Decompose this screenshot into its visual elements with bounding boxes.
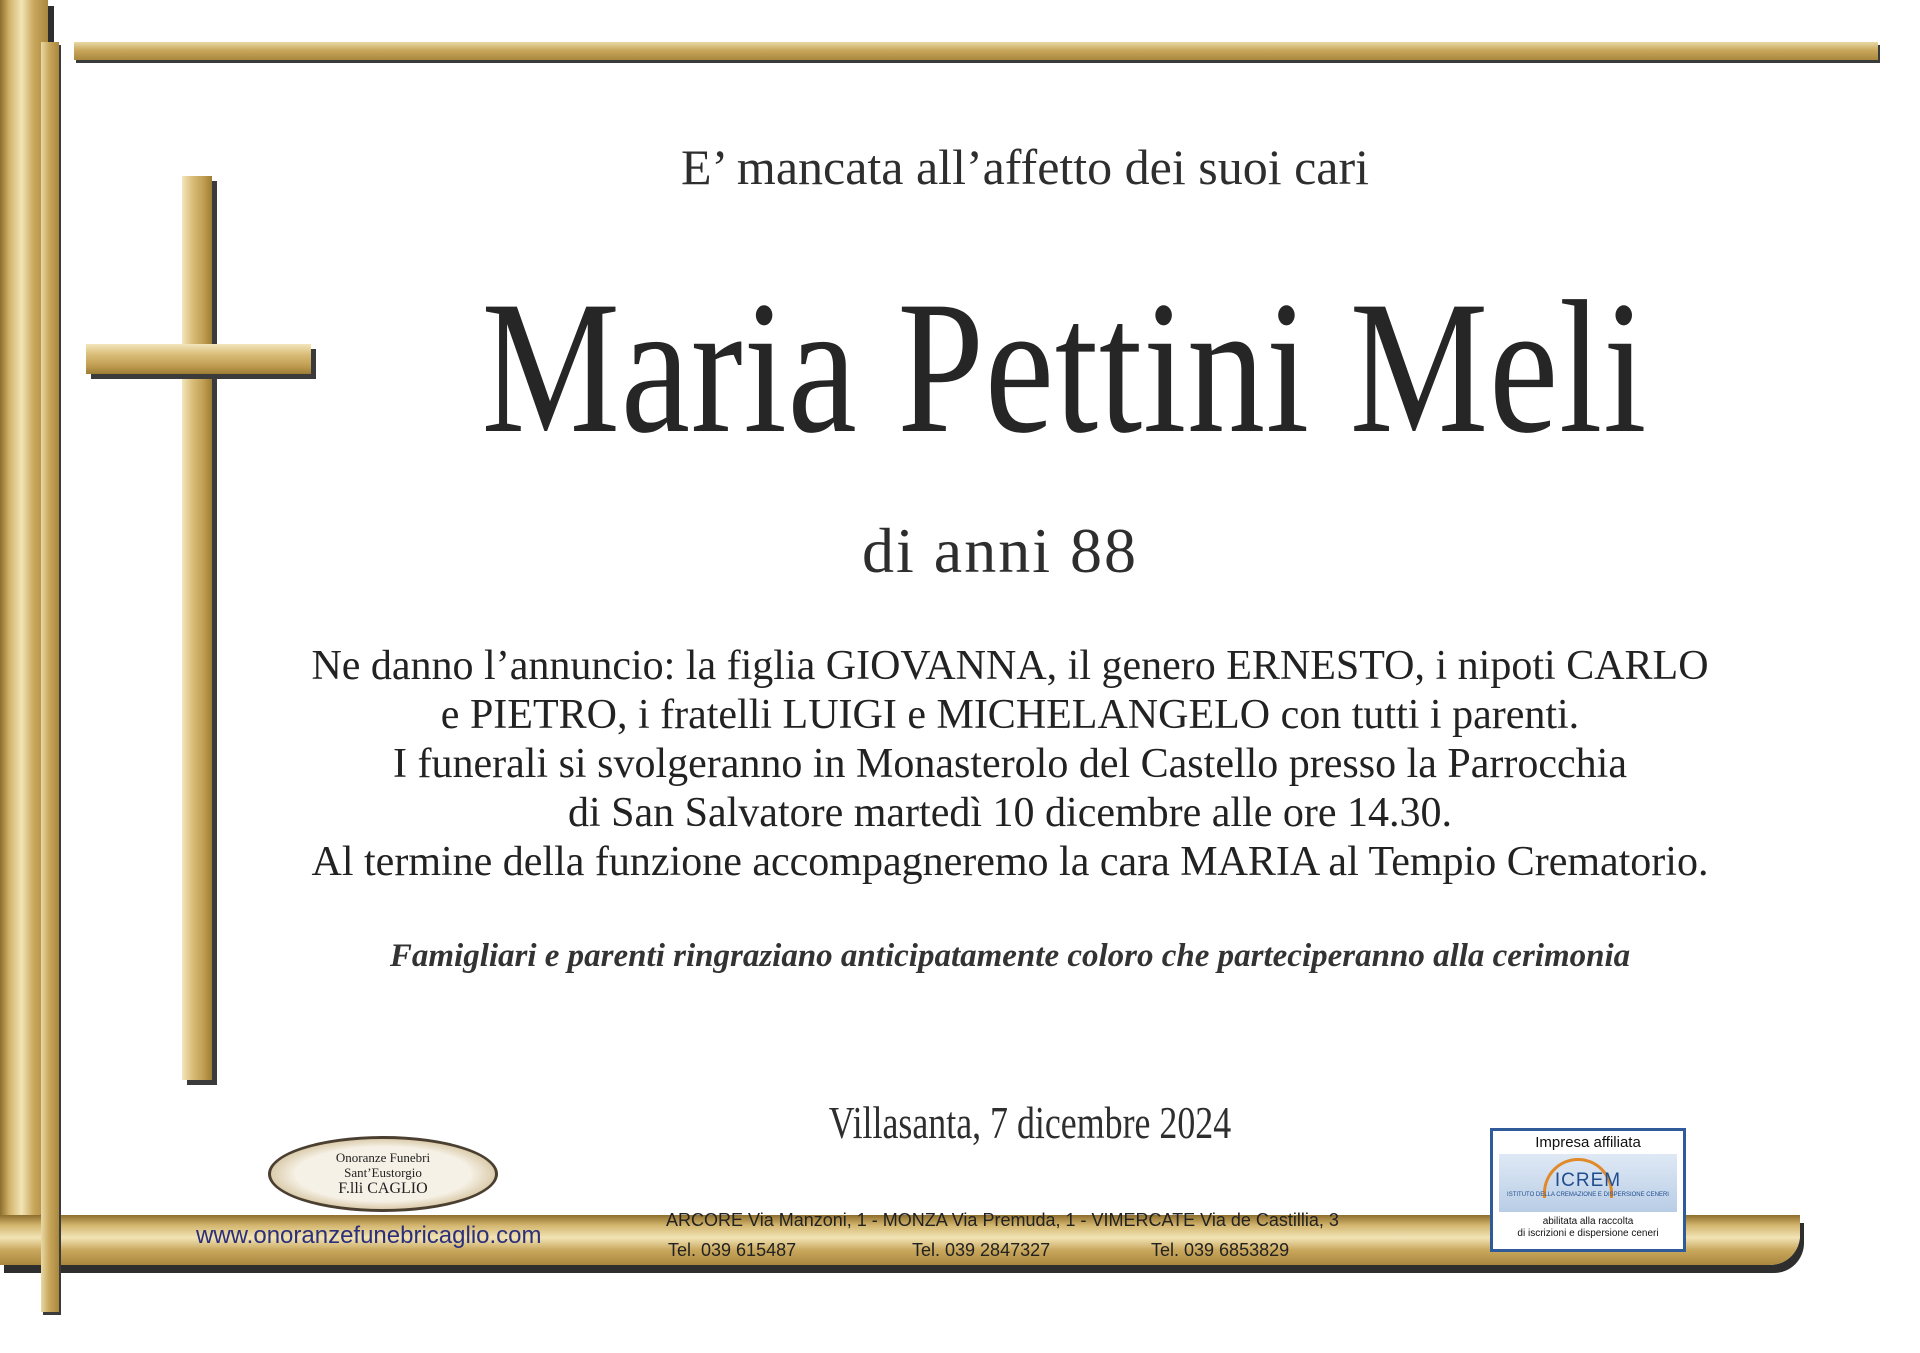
funeral-home-logo: [268, 1136, 498, 1212]
deceased-age: di anni 88: [862, 515, 1138, 586]
frame-top-border: [74, 42, 1878, 60]
icrem-badge: [1490, 1128, 1686, 1252]
thanks-text: Famigliari e parenti ringraziano anticipatamente coloro che parteciperanno alla cerimonia: [389, 938, 1631, 974]
frame-left-border: [41, 42, 59, 1312]
phone-monza: Tel. 039 2847327: [912, 1240, 1051, 1260]
website-link[interactable]: www.onoranzefunebricaglio.com: [196, 1222, 542, 1249]
icrem-logo-text: ICREM: [1554, 1170, 1622, 1191]
icrem-logo-subtext: ISTITUTO DELLA CREMAZIONE E DISPERSIONE CENERI: [1507, 1192, 1669, 1198]
cross-icon-vertical: [182, 176, 212, 1080]
intro-text: E’ mancata all’affetto dei suoi cari: [680, 139, 1370, 195]
deceased-name: Maria Pettini Meli: [481, 263, 1648, 473]
logo-line: F.lli CAGLIO: [338, 1180, 428, 1197]
announcement-line: Al termine della funzione accompagneremo la cara MARIA al Tempio Crematorio.: [311, 839, 1709, 885]
phone-arcore: Tel. 039 615487: [668, 1240, 797, 1260]
announcement-line: e PIETRO, i fratelli LUIGI e MICHELANGELO con tutti i parenti.: [440, 692, 1580, 738]
announcement-body: [260, 642, 1760, 887]
phone-vimercate: Tel. 039 6853829: [1151, 1240, 1290, 1260]
icrem-logo: [1499, 1154, 1677, 1212]
cross-icon-horizontal: [86, 344, 311, 374]
badge-footer-line: di iscrizioni e dispersione ceneri: [1517, 1228, 1659, 1239]
addresses-text: ARCORE Via Manzoni, 1 - MONZA Via Premuda, 1 - VIMERCATE Via de Castillia, 3: [666, 1210, 1339, 1230]
place-date: Villasanta, 7 dicembre 2024: [828, 1097, 1232, 1148]
badge-footer-line: abilitata alla raccolta: [1542, 1216, 1634, 1227]
logo-line: Sant’Eustorgio: [344, 1165, 422, 1180]
logo-line: Onoranze Funebri: [335, 1150, 431, 1165]
announcement-line: I funerali si svolgeranno in Monasterolo del Castello presso la Parrocchia: [393, 741, 1627, 787]
badge-header: Impresa affiliata: [1535, 1134, 1641, 1151]
announcement-line: di San Salvatore martedì 10 dicembre alle ore 14.30.: [567, 790, 1453, 836]
announcement-line: Ne danno l’annuncio: la figlia GIOVANNA, il genero ERNESTO, i nipoti CARLO: [311, 643, 1709, 689]
